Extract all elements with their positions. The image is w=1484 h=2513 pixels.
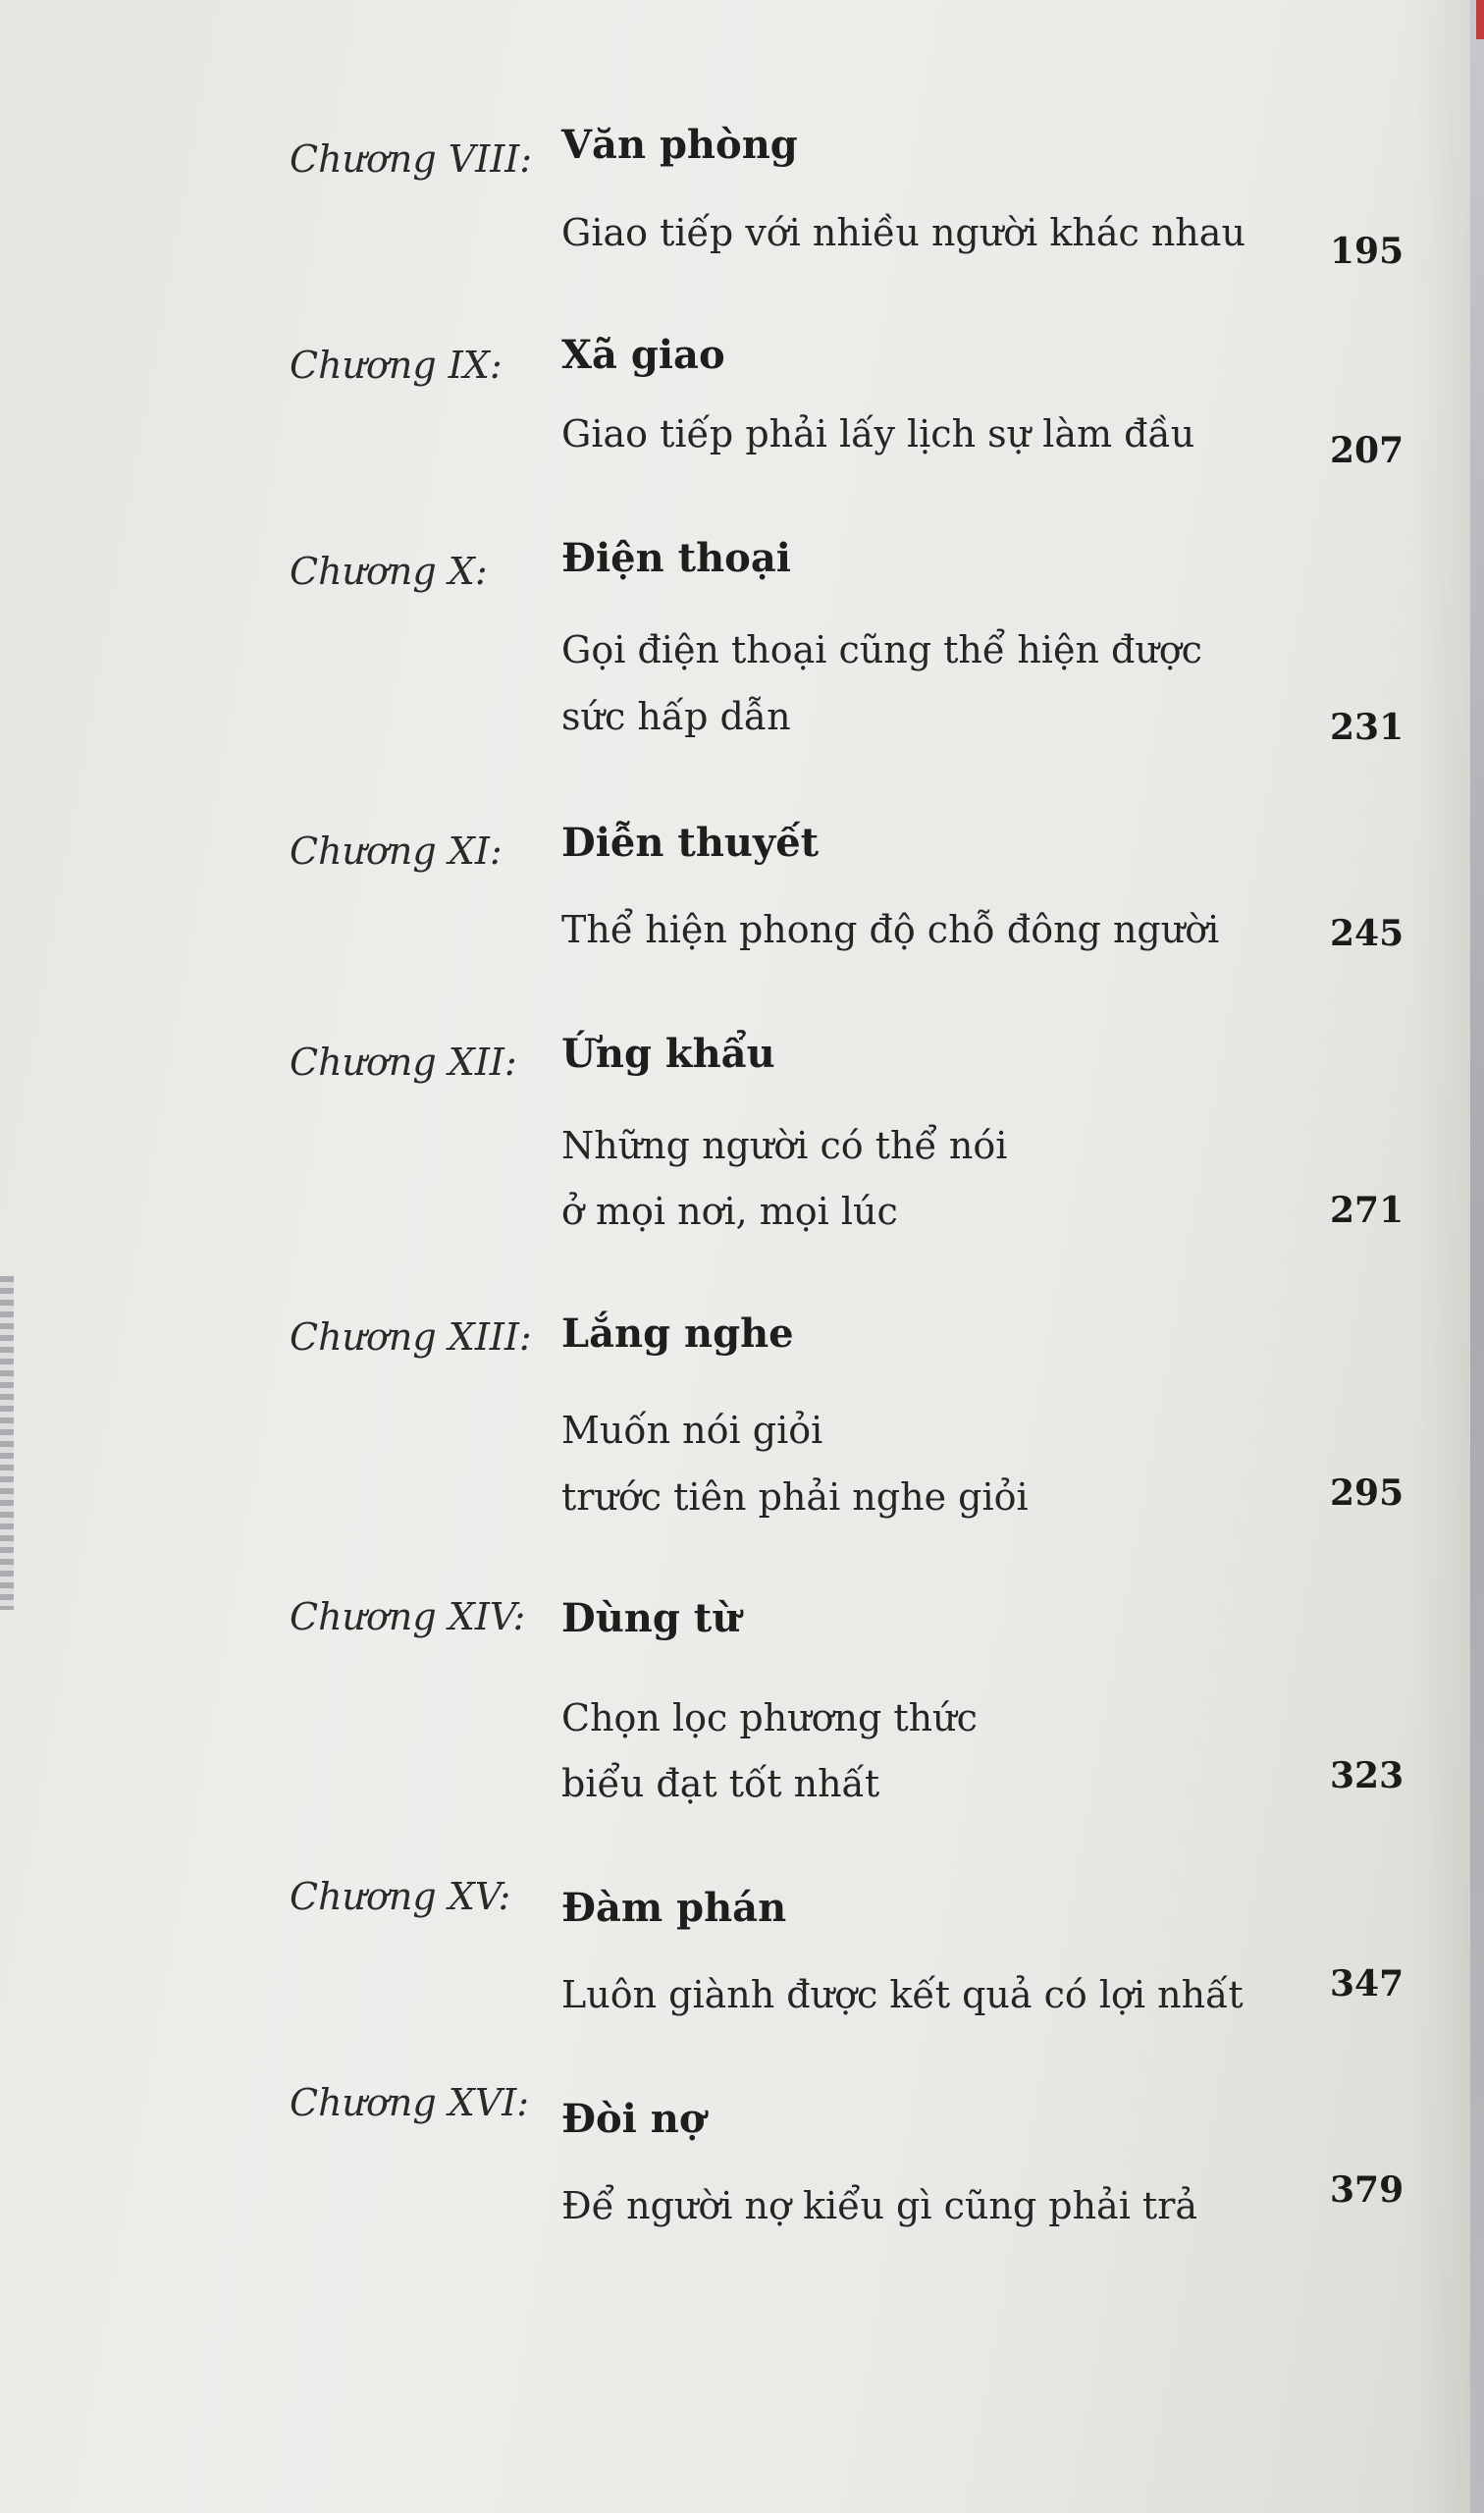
chapter-title: Xã giao: [561, 332, 725, 378]
chapter-title: Điện thoại: [561, 535, 791, 581]
chapter-description: Chọn lọc phương thức: [561, 1696, 978, 1739]
chapter-description: Muốn nói giỏi: [561, 1409, 823, 1452]
chapter-label: Chương XV:: [290, 1875, 511, 1918]
page-edge-left: [0, 1276, 14, 1610]
red-cover-edge: [1476, 0, 1484, 39]
chapter-label: Chương XIV:: [290, 1595, 526, 1638]
chapter-description: biểu đạt tốt nhất: [561, 1762, 880, 1805]
chapter-label: Chương XVI:: [290, 2081, 530, 2124]
chapter-label: Chương XI:: [290, 829, 503, 873]
page-number: 347: [1330, 1963, 1404, 2005]
page-shadow: [1411, 0, 1470, 2513]
chapter-title: Diễn thuyết: [561, 820, 820, 866]
chapter-label: Chương IX:: [290, 344, 503, 387]
chapter-description: ở mọi nơi, mọi lúc: [561, 1190, 898, 1233]
chapter-label: Chương X:: [290, 550, 488, 593]
chapter-description: Gọi điện thoại cũng thể hiện được: [561, 628, 1202, 671]
page-number: 323: [1330, 1755, 1404, 1796]
page-edge-right: [1470, 0, 1484, 2513]
chapter-label: Chương XII:: [290, 1041, 517, 1084]
chapter-label: Chương XIII:: [290, 1315, 532, 1359]
chapter-description: Những người có thể nói: [561, 1124, 1008, 1167]
page-number: 245: [1330, 913, 1404, 954]
chapter-title: Ứng khẩu: [561, 1031, 775, 1077]
chapter-description: Giao tiếp với nhiều người khác nhau: [561, 211, 1246, 254]
chapter-description: Luôn giành được kết quả có lợi nhất: [561, 1973, 1244, 2016]
page-number: 195: [1330, 231, 1404, 272]
chapter-title: Đàm phán: [561, 1885, 787, 1931]
chapter-description: Giao tiếp phải lấy lịch sự làm đầu: [561, 412, 1195, 455]
chapter-description: Để người nợ kiểu gì cũng phải trả: [561, 2184, 1198, 2227]
page-number: 271: [1330, 1190, 1404, 1231]
chapter-title: Lắng nghe: [561, 1310, 794, 1357]
page-number: 295: [1330, 1472, 1404, 1514]
page-number: 379: [1330, 2169, 1404, 2211]
page-number: 207: [1330, 430, 1404, 471]
chapter-description: Thể hiện phong độ chỗ đông người: [561, 908, 1220, 951]
chapter-title: Văn phòng: [561, 122, 798, 168]
chapter-title: Đòi nợ: [561, 2096, 706, 2142]
chapter-title: Dùng từ: [561, 1595, 741, 1641]
chapter-description: sức hấp dẫn: [561, 695, 791, 738]
page-number: 231: [1330, 707, 1404, 748]
chapter-label: Chương VIII:: [290, 137, 533, 181]
chapter-description: trước tiên phải nghe giỏi: [561, 1475, 1029, 1519]
